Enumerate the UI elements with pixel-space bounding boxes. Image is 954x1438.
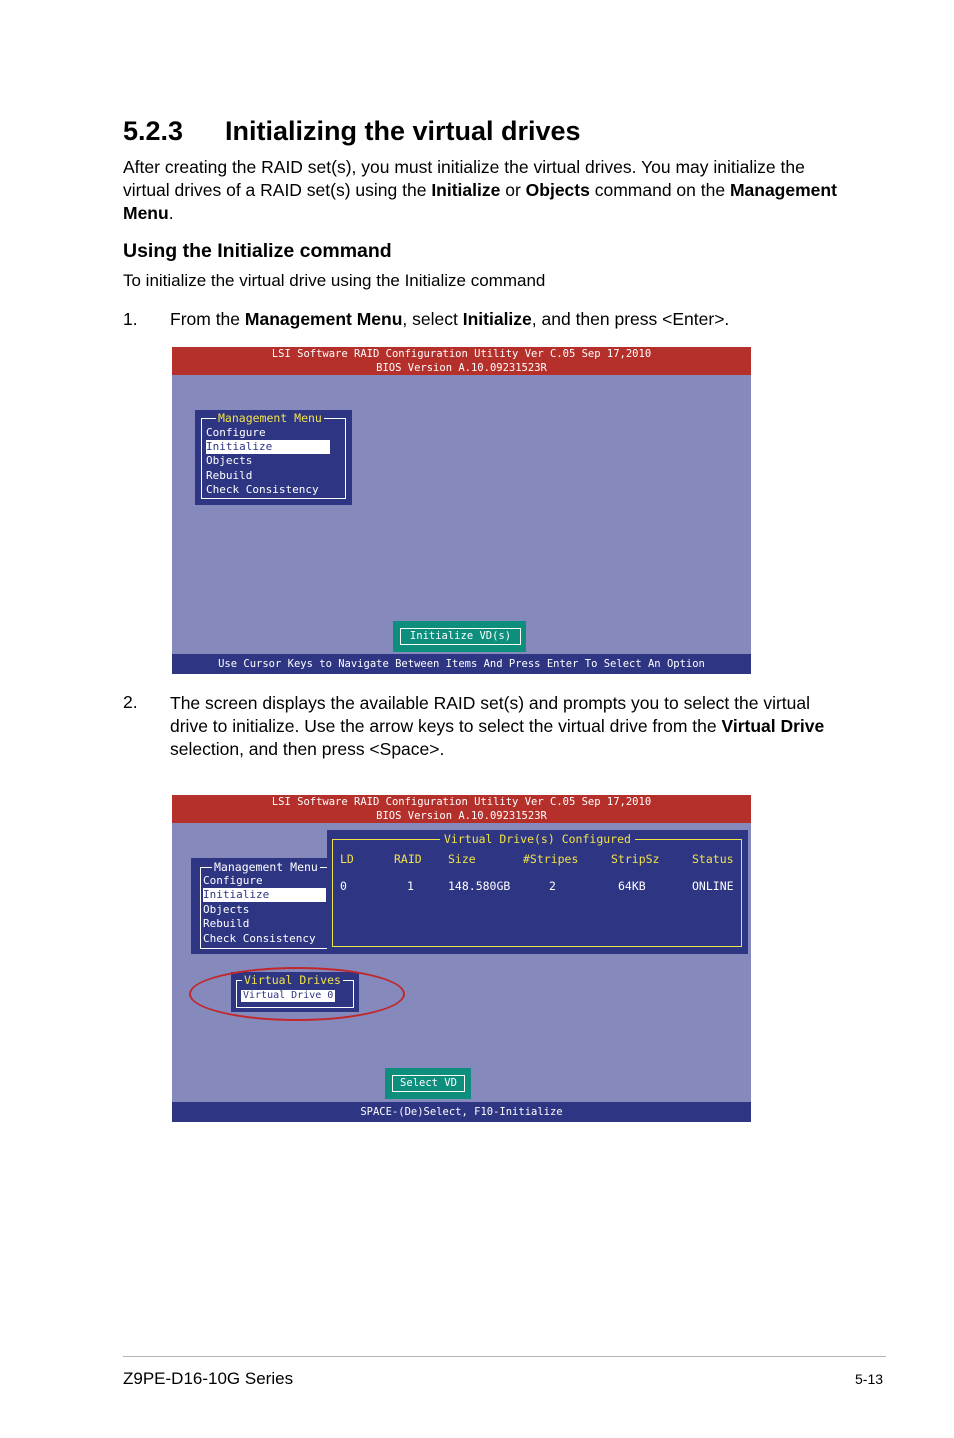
- col-stripes: #Stripes: [523, 852, 579, 866]
- intro-text: .: [168, 203, 174, 223]
- intro-text: or: [500, 180, 526, 200]
- page-number: 5-13: [855, 1371, 884, 1387]
- vdrives-title: Virtual Drives: [244, 973, 341, 987]
- col-ld: LD: [340, 852, 354, 866]
- cell-stripes: 2: [549, 879, 556, 893]
- intro-text: After creating the RAID set(s), you must initialize the virtual drives. You may initialize the virtual drives of a RAID set(s) using the: [123, 157, 805, 200]
- bios-status-bar: Use Cursor Keys to Navigate Between Items And Press Enter To Select An Option: [172, 654, 751, 674]
- step1-part: From the: [170, 309, 245, 329]
- bios-status-bar: SPACE-(De)Select, F10-Initialize: [172, 1102, 751, 1122]
- management-menu: [195, 410, 352, 505]
- step1-bold-management-menu: Management Menu: [244, 309, 403, 329]
- menu-item-initialize[interactable]: Initialize: [203, 888, 326, 902]
- intro-bold-objects: Objects: [525, 180, 590, 200]
- select-vd-button[interactable]: Select VD: [392, 1075, 465, 1092]
- lead-text: To initialize the virtual drive using the Initialize command: [123, 271, 546, 290]
- cell-raid: 1: [407, 879, 414, 893]
- cell-status: ONLINE: [692, 879, 734, 893]
- menu-item-objects[interactable]: Objects: [206, 454, 253, 467]
- menu-item-rebuild[interactable]: Rebuild: [206, 469, 253, 482]
- red-highlight-ellipse: [189, 967, 405, 1021]
- panel-title: Virtual Drive(s) Configured: [440, 833, 635, 846]
- virtual-drive-0-item[interactable]: Virtual Drive 0: [243, 990, 334, 1001]
- bios-title-line2: BIOS Version A.10.09231523R: [376, 810, 547, 822]
- cell-size: 148.580GB: [448, 879, 511, 893]
- bios-title-bar: [172, 795, 751, 823]
- step2-number: 2.: [123, 692, 138, 712]
- intro-bold-management-menu: Management Menu: [123, 180, 837, 223]
- bios-title-bar: [172, 347, 751, 375]
- management-menu: [191, 858, 333, 954]
- col-size: Size: [448, 852, 476, 866]
- menu-item-rebuild[interactable]: Rebuild: [203, 917, 250, 930]
- menu-item-configure[interactable]: Configure: [203, 874, 263, 887]
- virtual-drives-configured-panel: [327, 830, 748, 954]
- section-title: Initializing the virtual drives: [225, 116, 581, 146]
- step2-text: [170, 692, 850, 761]
- footer-rule: [123, 1356, 886, 1357]
- bios-title-line2: BIOS Version A.10.09231523R: [376, 362, 547, 374]
- step1-bold-initialize: Initialize: [462, 309, 532, 329]
- intro-text: command on the: [589, 180, 730, 200]
- col-stripsz: StripSz: [611, 852, 660, 866]
- cell-ld: 0: [340, 879, 347, 893]
- section-heading: [123, 116, 581, 147]
- management-menu-title: Management Menu: [218, 411, 322, 425]
- menu-item-check-consistency[interactable]: Check Consistency: [206, 483, 319, 496]
- step1-part: , and then press <Enter>.: [531, 309, 730, 329]
- bios-screen-1: [172, 347, 751, 674]
- cell-stripsz: 64KB: [618, 879, 646, 893]
- col-raid: RAID: [394, 852, 422, 866]
- step2-part: selection, and then press <Space>.: [170, 739, 445, 759]
- step1-text: [170, 309, 729, 330]
- subheading: Using the Initialize command: [123, 240, 392, 262]
- initialize-vd-button[interactable]: Initialize VD(s): [400, 628, 521, 645]
- section-number: 5.2.3: [123, 116, 184, 146]
- bios-title-line1: LSI Software RAID Configuration Utility Ver C.05 Sep 17,2010: [271, 348, 652, 360]
- intro-paragraph: [123, 156, 843, 225]
- menu-item-initialize[interactable]: Initialize: [206, 440, 330, 454]
- menu-item-check-consistency[interactable]: Check Consistency: [203, 932, 316, 945]
- bios-title-line1: LSI Software RAID Configuration Utility Ver C.05 Sep 17,2010: [271, 796, 652, 808]
- step2-part: The screen displays the available RAID set(s) and prompts you to select the virtual drive to initialize. Use the arrow keys to select the virtual drive from the: [170, 693, 811, 736]
- menu-item-objects[interactable]: Objects: [203, 903, 250, 916]
- select-vd-prompt: [385, 1068, 471, 1099]
- col-status: Status: [692, 852, 734, 866]
- step1-part: , select: [402, 309, 463, 329]
- footer-series: Z9PE-D16-10G Series: [123, 1369, 294, 1388]
- intro-bold-initialize: Initialize: [431, 180, 501, 200]
- initialize-vd-prompt: [393, 621, 526, 652]
- bios-screen-2: [172, 795, 751, 1122]
- menu-item-configure[interactable]: Configure: [206, 426, 266, 439]
- step1-number: 1.: [123, 309, 138, 329]
- step2-bold-virtual-drive: Virtual Drive: [721, 716, 825, 736]
- management-menu-title: Management Menu: [214, 860, 318, 874]
